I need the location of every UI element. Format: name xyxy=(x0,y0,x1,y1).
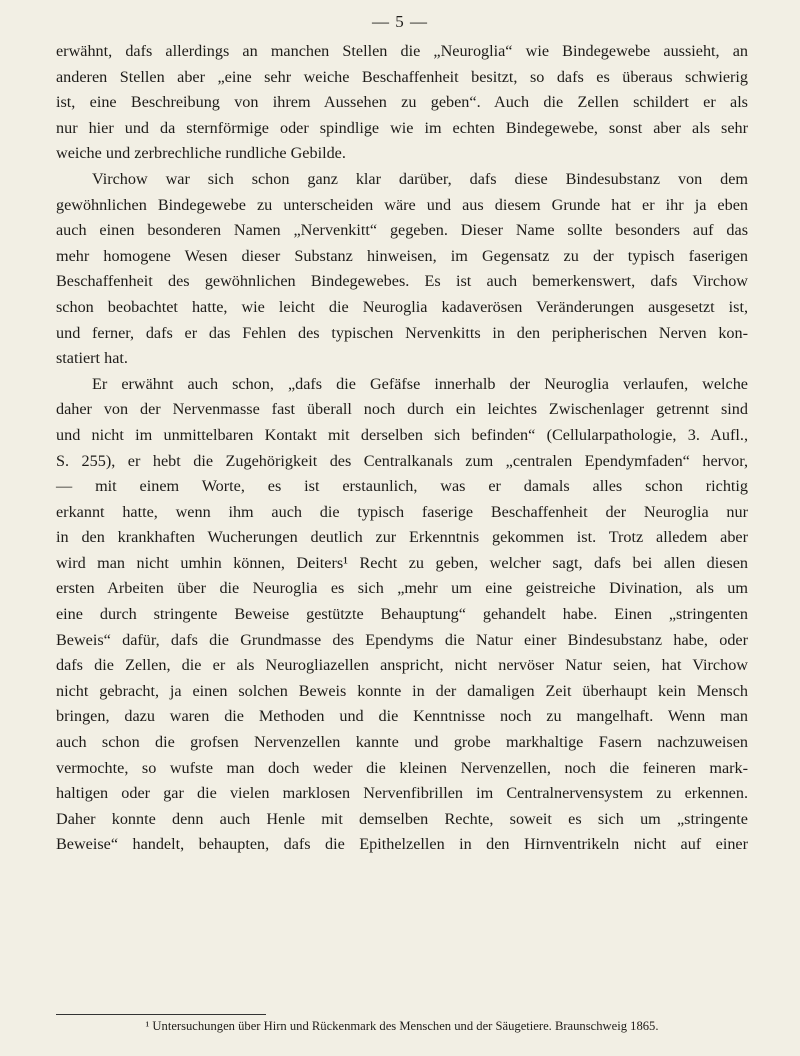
text-line: Beweis“ dafür, dafs die Grundmasse des Ependyms die Natur einer Bindesubstanz habe, oder xyxy=(56,630,748,649)
paragraph xyxy=(56,39,748,167)
text-line: und ferner, dafs er das Fehlen des typischen Nervenkitts in den peripherischen Nerven kon- xyxy=(56,323,748,342)
text-line: eine durch stringente Beweise gestützte Behauptung“ gehandelt habe. Einen „stringenten xyxy=(56,605,748,624)
text-line: auch einen besonderen Namen „Nervenkitt“ gegeben. Dieser Name sollte besonders auf das xyxy=(56,221,748,240)
text-line: vermochte, so wufste man doch weder die kleinen Nervenzellen, noch die feineren mark- xyxy=(56,758,748,777)
body-text xyxy=(56,39,748,858)
text-line: in den krankhaften Wucherungen deutlich zur Erkenntnis gekommen ist. Trotz alledem aber xyxy=(56,528,748,547)
paragraph xyxy=(56,167,748,372)
text-line: nur hier und da sternförmige oder spindlige wie im echten Bindegewebe, sonst aber als sehr xyxy=(56,118,748,137)
text-line: ist, eine Beschreibung von ihrem Aussehen zu geben“. Auch die Zellen schildert er als xyxy=(56,93,748,112)
text-line: weiche und zerbrechliche rundliche Gebilde. xyxy=(56,144,346,163)
text-line: anderen Stellen aber „eine sehr weiche Beschaffenheit besitzt, so dafs es überaus schwierig xyxy=(56,67,748,86)
text-line: S. 255), er hebt die Zugehörigkeit des Centralkanals zum „centralen Ependymfaden“ hervor, xyxy=(56,451,748,470)
text-line: bringen, dazu waren die Methoden und die Kenntnisse noch zu mangelhaft. Wenn man xyxy=(56,707,748,726)
footnote-divider xyxy=(56,1014,266,1015)
text-line: erwähnt, dafs allerdings an manchen Stellen die „Neuroglia“ wie Bindegewebe aussieht, an xyxy=(56,42,748,60)
page-number: — 5 — xyxy=(372,12,428,31)
text-line: Beweise“ handelt, behaupten, dafs die Epithelzellen in den Hirnventrikeln nicht auf einer xyxy=(56,835,748,854)
text-line: statiert hat. xyxy=(56,349,128,368)
text-line: und nicht im unmittelbaren Kontakt mit derselben sich befinden“ (Cellularpathologie, 3. Aufl., xyxy=(56,425,748,444)
text-line: Beschaffenheit des gewöhnlichen Bindegewebes. Es ist auch bemerkenswert, dafs Virchow xyxy=(56,272,748,291)
text-line: Daher konnte denn auch Henle mit demselben Rechte, soweit es sich um „stringente xyxy=(56,809,748,828)
text-line: schon beobachtet hatte, wie leicht die Neuroglia kadaverösen Veränderungen ausgesetzt ist, xyxy=(56,297,748,316)
text-line: daher von der Nervenmasse fast überall noch durch ein leichtes Zwischenlager getrennt sind xyxy=(56,400,748,419)
text-line: ersten Arbeiten über die Neuroglia es sich „mehr um eine geistreiche Divination, als um xyxy=(56,579,748,598)
text-line: haltigen oder gar die vielen marklosen Nervenfibrillen im Centralnervensystem zu erkennen. xyxy=(56,784,748,803)
paragraph xyxy=(56,372,748,858)
text-line: nicht gebracht, ja einen solchen Beweis konnte in der damaligen Zeit überhaupt kein Mensch xyxy=(56,681,748,700)
footnote: ¹ Untersuchungen über Hirn und Rückenmark des Menschen und der Säugetiere. Braunschweig 1865. xyxy=(145,1019,659,1033)
text-line: Virchow war sich schon ganz klar darüber, dafs diese Bindesubstanz von dem xyxy=(92,169,748,188)
text-line: — mit einem Worte, es ist erstaunlich, was er damals alles schon richtig xyxy=(56,477,748,496)
text-line: mehr homogene Wesen dieser Substanz hinweisen, im Gegensatz zu der typisch faserigen xyxy=(56,246,748,265)
text-line: Er erwähnt auch schon, „dafs die Gefäfse innerhalb der Neuroglia verlaufen, welche xyxy=(92,374,748,393)
text-line: dafs die Zellen, die er als Neurogliazellen anspricht, nicht nervöser Natur seien, hat Virchow xyxy=(56,656,748,675)
text-line: wird man nicht umhin können, Deiters¹ Recht zu geben, welcher sagt, dafs bei allen diesen xyxy=(56,553,748,572)
text-line: auch schon die grofsen Nervenzellen kannte und grobe markhaltige Fasern nachzuweisen xyxy=(56,733,748,752)
text-line: erkannt hatte, wenn ihm auch die typisch faserige Beschaffenheit der Neuroglia nur xyxy=(56,502,748,521)
text-line: gewöhnlichen Bindegewebe zu unterscheiden wäre und aus diesem Grunde hat er ihr ja eben xyxy=(56,195,748,214)
